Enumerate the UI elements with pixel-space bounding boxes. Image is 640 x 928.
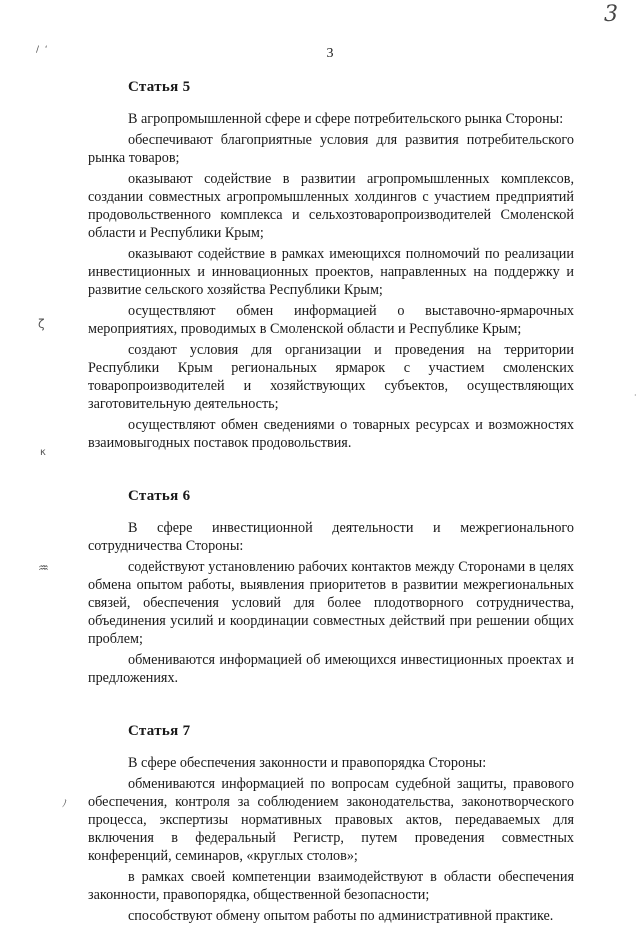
paragraph: обмениваются информацией по вопросам судебной защиты, правового обеспечения, контроля за соблюдением законодательства, законотворческого процесса, экспертизы нормативных правовых актов, передаваемых для включения в федеральный Регистр, путем проведения совместных конференций, семинаров, «круглых столов»; bbox=[88, 776, 574, 864]
paragraph: содействуют установлению рабочих контактов между Сторонами в целях обмена опытом работы, выявления приоритетов в развитии межрегиональных связей, обеспечения условий для более плодотворного сотрудничества, объединения усилий и координации совместных действий при решении общих проблем; bbox=[88, 559, 574, 647]
article-7 bbox=[88, 722, 574, 925]
paragraph: осуществляют обмен сведениями о товарных ресурсах и возможностях взаимовыгодных поставок продовольствия. bbox=[88, 417, 574, 451]
scan-speck: / ‘ bbox=[36, 45, 48, 55]
handwritten-page-mark: 3 bbox=[604, 2, 618, 27]
article-6 bbox=[88, 487, 574, 687]
paragraph: в рамках своей компетенции взаимодействуют в области обеспечения законности, правопорядка, общественной безопасности; bbox=[88, 869, 574, 903]
scan-speck: ζ bbox=[38, 317, 45, 331]
page-number: 3 bbox=[326, 46, 334, 61]
scan-speck: ♒ bbox=[38, 561, 49, 575]
article-heading: Статья 5 bbox=[128, 79, 191, 95]
paragraph: оказывают содействие в рамках имеющихся полномочий по реализации инвестиционных и инновационных проектов, направленных на поддержку и развитие сельского хозяйства Республики Крым; bbox=[88, 246, 574, 298]
scan-speck: ﾉ bbox=[62, 799, 67, 810]
scan-speck: κ bbox=[40, 447, 46, 458]
document-body bbox=[88, 70, 574, 928]
paragraph: обеспечивают благоприятные условия для развития потребительского рынка товаров; bbox=[88, 132, 574, 166]
paragraph: способствуют обмену опытом работы по административной практике. bbox=[128, 908, 554, 924]
paragraph: создают условия для организации и проведения на территории Республики Крым региональных ярмарок с участием смоленских товаропроизводителей и хозяйствующих субъектов, осуществляющих заготовительную деятельность; bbox=[88, 342, 574, 412]
paragraph: В сфере инвестиционной деятельности и межрегионального сотрудничества Стороны: bbox=[88, 520, 574, 554]
article-5 bbox=[88, 78, 574, 452]
paragraph: В агропромышленной сфере и сфере потребительского рынка Стороны: bbox=[128, 111, 564, 127]
paragraph: обмениваются информацией об имеющихся инвестиционных проектах и предложениях. bbox=[88, 652, 574, 686]
paragraph: оказывают содействие в развитии агропромышленных комплексов, создании совместных агропромышленных холдингов с участием предприятий продовольственного комплекса и сельхозтоваропроизводителей Смоленской области и Республики Крым; bbox=[88, 171, 574, 241]
scan-speck: · bbox=[634, 391, 637, 400]
paragraph: В сфере обеспечения законности и правопорядка Стороны: bbox=[128, 755, 487, 771]
paragraph: осуществляют обмен информацией о выставочно-ярмарочных мероприятиях, проводимых в Смоленской области и Республике Крым; bbox=[88, 303, 574, 337]
article-heading: Статья 6 bbox=[128, 488, 191, 504]
article-heading: Статья 7 bbox=[128, 723, 191, 739]
